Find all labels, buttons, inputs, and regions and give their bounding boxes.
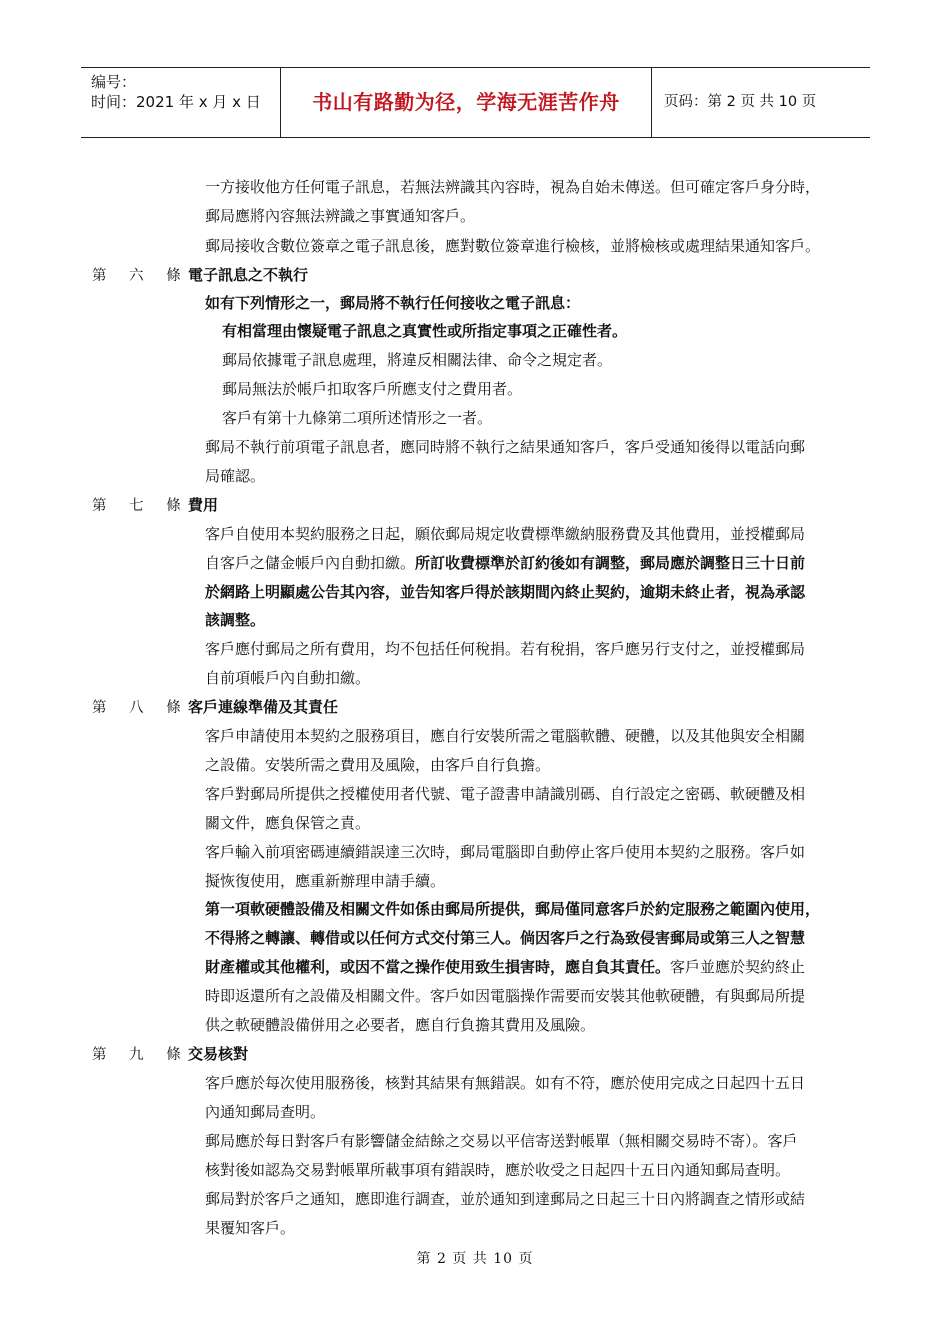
list-item: 客戶有第十九條第二項所述情形之一者。 <box>222 409 493 427</box>
article-number: 第 八 條 <box>92 700 190 716</box>
text-line: 郵局應於每日對客戶有影響儲金結餘之交易以平信寄送對帳單（無相關交易時不寄）。客戶 <box>205 1132 798 1150</box>
text-line: 郵局應將內容無法辨識之事實通知客戶。 <box>205 207 476 225</box>
list-item: 有相當理由懷疑電子訊息之真實性或所指定事項之正確性者。 <box>222 322 628 340</box>
document-number: 编号： <box>91 73 137 91</box>
text-line: 客戶對郵局所提供之授權使用者代號、電子證書申請識別碼、自行設定之密碼、軟硬體及相 <box>205 785 806 803</box>
text-line: 郵局對於客戶之通知，應即進行調查，並於通知到達郵局之日起三十日內將調查之情形或結 <box>205 1190 806 1208</box>
text-line: 自前項帳戶內自動扣繳。 <box>205 669 371 687</box>
text-segment-bold: 所訂收費標準於訂約後如有調整，郵局應於調整日三十日前 <box>415 554 806 572</box>
text-line: 時即返還所有之設備及相關文件。客戶如因電腦操作需要而安裝其他軟硬體，有與郵局所提 <box>205 987 806 1005</box>
header-page-cell <box>652 68 870 137</box>
text-line: 客戶應於每次使用服務後，核對其結果有無錯誤。如有不符，應於使用完成之日起四十五日 <box>205 1074 806 1092</box>
text-line <box>205 552 805 573</box>
article-title: 客戶連線準備及其責任 <box>188 698 339 716</box>
motto: 书山有路勤为径，学海无涯苦作舟 <box>312 90 620 114</box>
text-line: 關文件，應負保管之責。 <box>205 814 371 832</box>
text-line: 不得將之轉讓、轉借或以任何方式交付第三人。倘因客戶之行為致侵害郵局或第三人之智慧 <box>205 929 806 947</box>
text-line: 該調整。 <box>205 611 266 629</box>
page-code: 页码：第 2 页 共 10 页 <box>664 94 817 110</box>
page-header <box>81 67 870 138</box>
article-title: 費用 <box>188 496 219 514</box>
text-line: 客戶自使用本契約服務之日起，願依郵局規定收費標準繳納服務費及其他費用，並授權郵局 <box>205 525 806 543</box>
text-line: 郵局不執行前項電子訊息者，應同時將不執行之結果通知客戶，客戶受通知後得以電話向郵 <box>205 438 806 456</box>
text-line: 核對後如認為交易對帳單所載事項有錯誤時，應於收受之日起四十五日內通知郵局查明。 <box>205 1161 791 1179</box>
document-date: 时间：2021 年 x 月 x 日 <box>91 93 261 111</box>
text-line: 客戶申請使用本契約之服務項目，應自行安裝所需之電腦軟體、硬體，以及其他與安全相關 <box>205 727 806 745</box>
text-line: 一方接收他方任何電子訊息，若無法辨識其內容時，視為自始未傳送。但可確定客戶身分時， <box>205 178 821 196</box>
header-motto-cell <box>281 68 652 137</box>
text-line: 內通知郵局查明。 <box>205 1103 326 1121</box>
text-segment: 自客戶之儲金帳戶內自動扣繳。 <box>205 554 416 572</box>
text-line: 郵局接收含數位簽章之電子訊息後，應對數位簽章進行檢核，並將檢核或處理結果通知客戶。 <box>205 237 821 255</box>
text-line: 供之軟硬體設備併用之必要者，應自行負擔其費用及風險。 <box>205 1016 596 1034</box>
text-segment: 客戶並應於契約終止 <box>670 958 806 976</box>
list-item: 郵局依據電子訊息處理，將違反相關法律、命令之規定者。 <box>222 351 613 369</box>
article-title: 交易核對 <box>188 1045 249 1063</box>
text-line: 第一項軟硬體設備及相關文件如係由郵局所提供，郵局僅同意客戶於約定服務之範圍內使用， <box>205 900 821 918</box>
article-number: 第 六 條 <box>92 268 190 284</box>
article-title: 電子訊息之不執行 <box>188 266 309 284</box>
text-line: 客戶應付郵局之所有費用，均不包括任何稅捐。若有稅捐，客戶應另行支付之，並授權郵局 <box>205 640 806 658</box>
page-footer: 第 2 页 共 10 页 <box>416 1251 534 1267</box>
text-line: 之設備。安裝所需之費用及風險，由客戶自行負擔。 <box>205 756 551 774</box>
header-meta-cell <box>81 68 281 137</box>
text-line: 果覆知客戶。 <box>205 1219 296 1237</box>
text-line: 如有下列情形之一，郵局將不執行任何接收之電子訊息： <box>205 294 581 312</box>
text-line: 客戶輸入前項密碼連續錯誤達三次時，郵局電腦即自動停止客戶使用本契約之服務。客戶如 <box>205 843 806 861</box>
list-item: 郵局無法於帳戶扣取客戶所應支付之費用者。 <box>222 380 523 398</box>
text-line: 擬恢復使用，應重新辦理申請手續。 <box>205 872 446 890</box>
text-line <box>205 956 805 977</box>
text-segment-bold: 財產權或其他權利，或因不當之操作使用致生損害時，應自負其責任。 <box>205 958 671 976</box>
text-line: 局確認。 <box>205 467 266 485</box>
article-number: 第 七 條 <box>92 498 190 514</box>
article-number: 第 九 條 <box>92 1047 190 1063</box>
text-line: 於網路上明顯處公告其內容，並告知客戶得於該期間內終止契約，逾期未終止者，視為承認 <box>205 583 806 601</box>
